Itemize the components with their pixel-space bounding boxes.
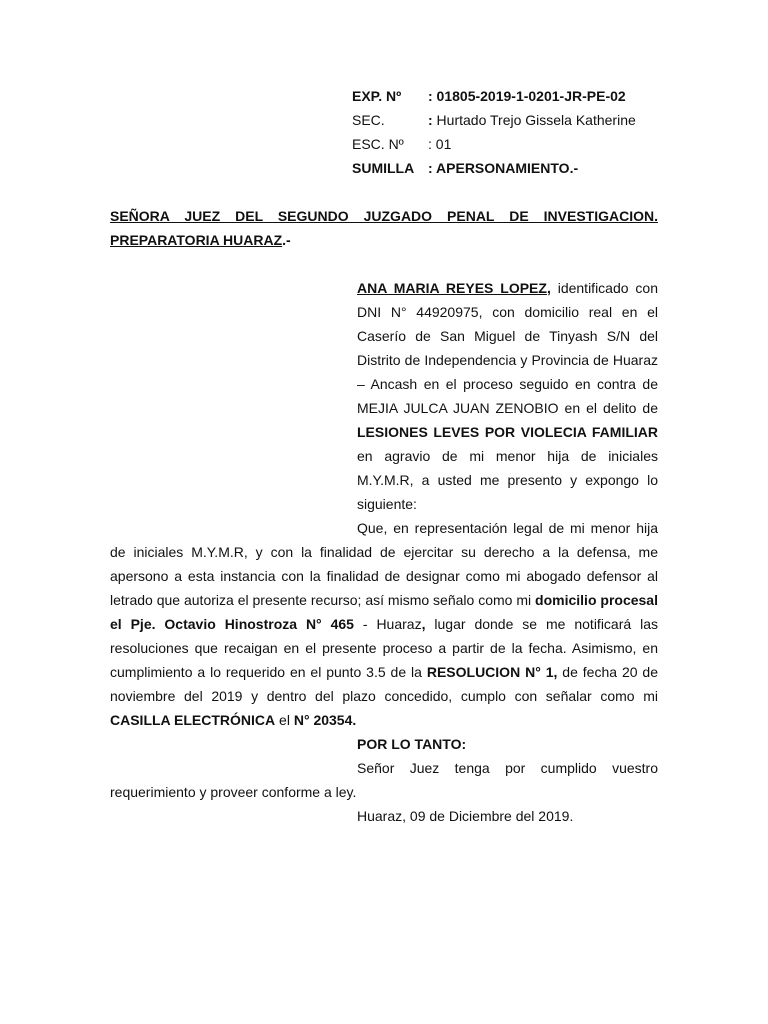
body-text-1: Que, en representación legal de mi menor hija de iniciales M.Y.M.R, y con la finalidad de ejercitar su derecho a la defensa, me apersono a esta instancia con la finalidad de designar como mi abogado defensor al letrado que autoriza el presente recurso; así mismo señalo como mi [110, 520, 658, 608]
request-paragraph [110, 756, 658, 804]
exp-label: EXP. Nº [352, 88, 402, 104]
sec-value: Hurtado Trejo Gissela Katherine [432, 112, 636, 128]
electronic-box: CASILLA ELECTRÓNICA [110, 712, 276, 728]
sec-label: SEC. [352, 112, 385, 128]
esc-row [352, 132, 636, 156]
addressee-line1: SEÑORA JUEZ DEL SEGUNDO JUZGADO PENAL DE INVESTIGACION. [110, 208, 658, 224]
intro-text-1: identificado con DNI N° 44920975, con domicilio real en el Caserío de San Miguel de Tinyash S/N del Distrito de Independencia y Provincia de Huaraz – Ancash en el proceso seguido en contra de MEJIA JULCA JUAN ZENOBIO en el delito de [357, 280, 658, 416]
request-text: Señor Juez tenga por cumplido vuestro requerimiento y proveer conforme a ley. [110, 760, 658, 800]
addressee [110, 204, 658, 252]
exp-value: : 01805-2019-1-0201-JR-PE-02 [428, 88, 626, 104]
body-text-4: de fecha 20 de noviembre del 2019 y dentro del plazo concedido, cumplo con señalar como mi [110, 664, 658, 704]
sumilla-row [352, 156, 636, 180]
crime-name: LESIONES LEVES POR VIOLECIA FAMILIAR [357, 424, 658, 440]
esc-label: ESC. Nº [352, 136, 404, 152]
intro-paragraph [357, 276, 658, 516]
body-bold-comma: , [421, 616, 426, 632]
petitioner-name-suffix: , [546, 280, 551, 296]
signature-date: Huaraz, 09 de Diciembre del 2019. [357, 808, 574, 824]
resolution-ref: RESOLUCION N° 1, [426, 664, 558, 680]
body-text-5: el [275, 712, 294, 728]
exp-row [352, 84, 636, 108]
por-lo-tanto: POR LO TANTO: [357, 736, 467, 752]
addressee-line2-wrap [110, 228, 658, 252]
addressee-line2-suffix: .- [282, 232, 291, 248]
electronic-box-number: N° 20354. [293, 712, 357, 728]
procedural-domicile: domicilio procesal el Pje. Octavio Hinostroza N° 465 [110, 592, 658, 632]
intro-text-2: en agravio de mi menor hija de iniciales M.Y.M.R, a usted me presento y expongo lo siguiente: [357, 448, 658, 512]
case-header [352, 84, 636, 180]
sec-row [352, 108, 636, 132]
sec-colon: : [428, 112, 433, 128]
body-text-2: - Huaraz [353, 616, 422, 632]
sumilla-label: SUMILLA [352, 160, 415, 176]
petitioner-name: ANA MARIA REYES LOPEZ [357, 280, 547, 296]
sumilla-value: : APERSONAMIENTO.- [428, 160, 579, 176]
body-text-3: lugar donde se me notificará las resoluciones que recaigan en el presente proceso a partir de la fecha. Asimismo, en cumplimiento a lo requerido en el punto 3.5 de la [110, 616, 658, 680]
body-paragraph [110, 516, 658, 732]
addressee-line2: PREPARATORIA HUARAZ [110, 232, 283, 248]
esc-value: : 01 [428, 136, 452, 152]
